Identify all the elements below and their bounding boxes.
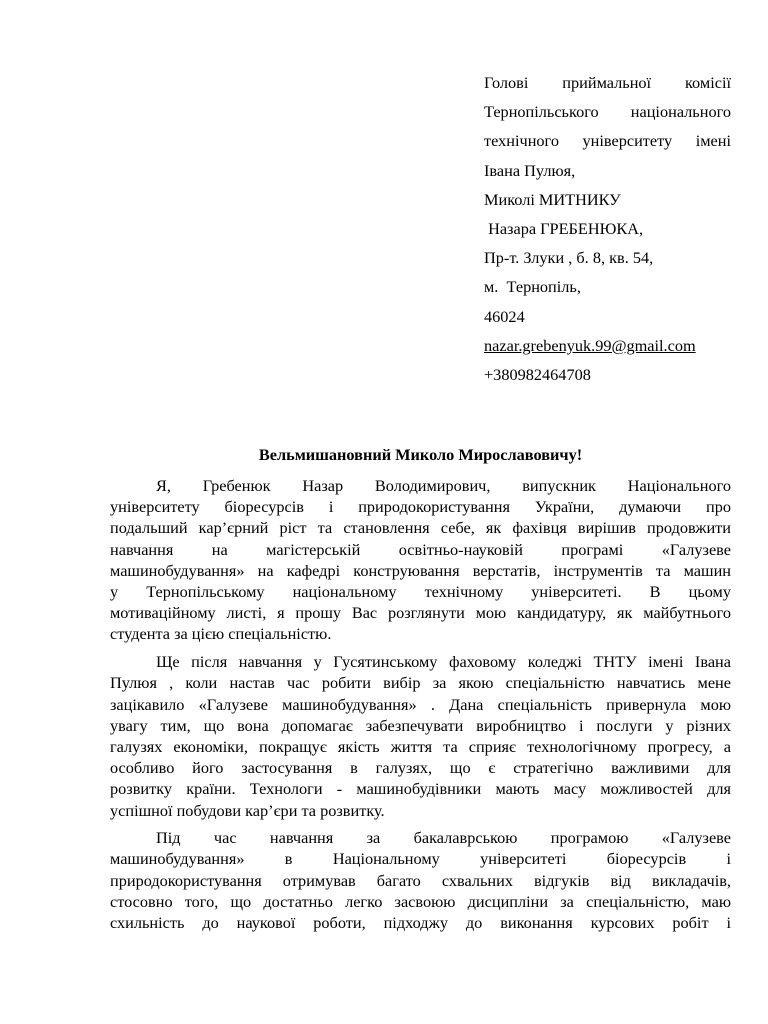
paragraph-line: студента за цією спеціальністю. bbox=[110, 624, 332, 644]
paragraph-line: мотиваційному листі, я прошу Вас розглянути мою кандидатуру, як майбутнього bbox=[110, 603, 731, 623]
paragraph-line: Під час навчання за бакалаврською програмою «Галузеве bbox=[156, 828, 731, 848]
address-line-sender-name: Назара ГРЕБЕНЮКА, bbox=[484, 219, 644, 239]
letter-salutation: Вельмишановний Миколо Мирославовичу! bbox=[258, 445, 583, 464]
address-line-university-namesake: Івана Пулюя, bbox=[484, 160, 576, 180]
paragraph-line: успішної побудови кар’єри та розвитку. bbox=[110, 800, 385, 820]
paragraph-line: особливо його застосування в галузях, що є стратегічно важливими для bbox=[110, 758, 731, 778]
paragraph-line: машинобудування» на кафедрі конструювання верстатів, інструментів та машин bbox=[110, 560, 731, 580]
address-line-phone: +380982464708 bbox=[484, 365, 591, 385]
paragraph-line: Я, Гребенюк Назар Володимирович, випускник Національного bbox=[156, 476, 731, 495]
paragraph-line: стосовно того, що достатньо легко засвоюю дисципліни за спеціальністю, маю bbox=[110, 891, 731, 911]
recipient-sender-address-block bbox=[484, 68, 731, 389]
address-line-recipient-name: Миколі МИТНИКУ bbox=[484, 189, 621, 209]
address-line-postal-code: 46024 bbox=[484, 306, 525, 326]
paragraph-line: Пулюя , коли настав час робити вибір за якою спеціальністю навчатись мене bbox=[110, 673, 731, 693]
paragraph-line: зацікавило «Галузеве машинобудування» . Дана спеціальність привернула мою bbox=[110, 694, 731, 714]
address-line-street: Пр-т. Злуки , б. 8, кв. 54, bbox=[484, 248, 654, 268]
paragraph-line: університету біоресурсів і природокористування України, думаючи про bbox=[110, 497, 731, 517]
address-line-university-type: технічного університету імені bbox=[484, 131, 731, 151]
paragraph-introduction bbox=[110, 475, 731, 645]
paragraph-line: машинобудування» в Національному університеті біоресурсів і bbox=[110, 849, 731, 869]
paragraph-line: природокористування отримував багато схвальних відгуків від викладачів, bbox=[110, 870, 731, 890]
paragraph-line: навчання на магістерській освітньо-науковій програмі «Галузеве bbox=[110, 539, 731, 559]
paragraph-line: у Тернопільському національному технічному університеті. В цьому bbox=[110, 582, 731, 602]
paragraph-motivation bbox=[110, 651, 731, 821]
letter-body bbox=[110, 475, 731, 940]
paragraph-line: подальший кар’єрний ріст та становлення себе, як фахівця вирішив продовжити bbox=[110, 518, 731, 538]
paragraph-studies bbox=[110, 827, 731, 933]
paragraph-line: увагу тим, що вона допомагає забезпечувати виробництво і послуги у різних bbox=[110, 715, 731, 735]
address-line-city: м. Тернопіль, bbox=[484, 277, 581, 297]
address-line-email: nazar.grebenyuk.99@gmail.com bbox=[484, 335, 696, 355]
paragraph-line: галузях економіки, покращує якість життя та сприяє технологічному прогресу, а bbox=[110, 736, 731, 756]
paragraph-line: схильність до наукової роботи, підходжу до виконання курсових робіт і bbox=[110, 913, 731, 933]
paragraph-line: розвитку країни. Технологи - машинобудівники мають масу можливостей для bbox=[110, 779, 731, 799]
address-line-university-name: Тернопільського національного bbox=[484, 102, 731, 122]
paragraph-line: Ще після навчання у Гусятинському фаховому коледжі ТНТУ імені Івана bbox=[156, 652, 731, 672]
address-line-recipient-title: Голові приймальної комісії bbox=[484, 73, 731, 92]
